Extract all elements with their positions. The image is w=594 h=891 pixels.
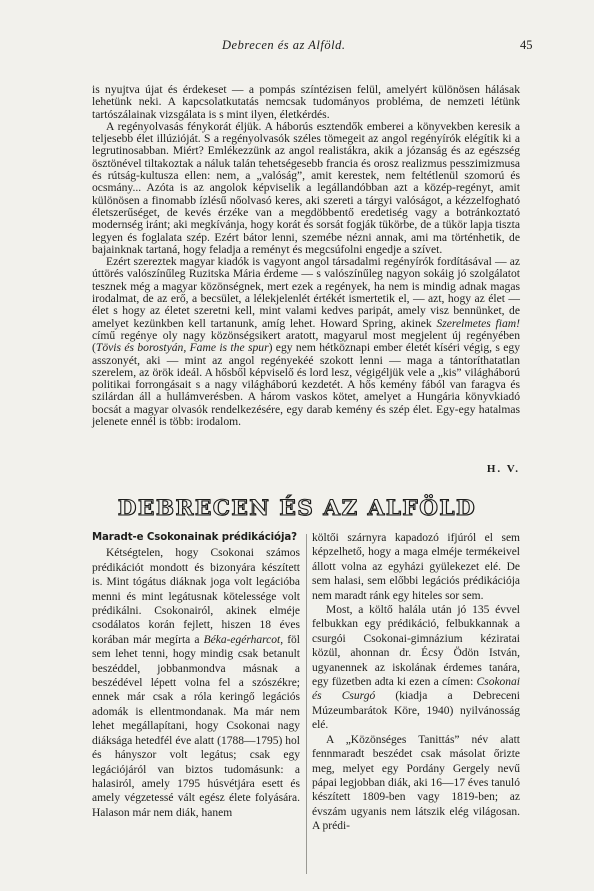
article-left-column <box>92 531 300 820</box>
review-paragraph-3 <box>92 256 520 428</box>
review-p3-text-a: Ezért szereztek magyar kiadók is vagyont angol társadalmi regényírók fordításával — az úttörés valószínűleg Ruzitska Mária érdeme — s valószínűleg nagyon sokáig jó szolgálatot tesznek még a magyar közönségnek, mert ezek a regények, ha nem is mindig adnak magas irodalmat, de az erő, a becsület, a lélekjelenlét értékét ismertetik el, — azt, hogy az élet — élet s hogy az életet szeretni kell, mint valami kedves paripát, amely visz bennünket, de amelyet kezünkben kell tartanunk, amíg lehet. Howard Spring, akinek <box>92 255 520 330</box>
review-p3-text-b: című regénye oly nagy közönségsikert aratott, magyarul most megjelent új regényében ( <box>92 328 520 355</box>
column-divider <box>306 534 307 874</box>
running-head <box>0 38 594 58</box>
review-paragraph-1: is nyujtva újat és érdekeset — a pompás színtézisen felül, amelyért különösen hálásak lehetünk neki. A kapcsolatkutatás nemcsak tudományos probléma, de nemzeti létünk tartószálainak vizsgálata is s mint ilyen, életkérdés. <box>92 83 520 121</box>
review-paragraph-2: A regényolvasás fénykorát éljük. A háborús esztendők emberei a könyvekben keresik a teljesebb élet illúzióját. S a regényolvasók széles tömegeit az angol regényírók elégítik ki a legrutinosabban. Miért? Emlékezzünk az angol realistákra, akik a józanság és az egészség ösztönével tiltakoztak a náluk talán tehetségesebb francia és orosz realizmus pesszimizmusa és rútság-kultusza ellen: nem, a „valóság”, amit kerestek, nem feltétlenül szomorú és ocsmány... Azóta is az angolok képviselik a legállandóbban azt a közép-regényt, amit különösen a finomabb ízlésű nőolvasó keres, aki szereti a tárgyi valóságot, a kézzelfogható életszerűséget, de kevés érzéke van a megdöbbentő eredetiség vagy a botránkoztató modernség iránt; aki megkívánja, hogy korát és sorsát fogják tükörbe, de a tükör lapja tiszta legyen és foglalata szép. Ezért bátor lenni, szemébe nézni annak, ami ma történhetik, de bajainknak tartaná, hogy feladja a reményt és megcsúfolni engedje a szívet. <box>92 119 520 256</box>
book-title-szerelmetes-fiam: Szerelmetes fiam! <box>436 316 520 330</box>
article-p1-text-b: , föl sem lehet tenni, hogy mindig csak betanult beszéddel, jobbanmondva másnak a beszédével lépett volna fel a szószékre; ennek már csak a róla keringő legációs adomák is ellentmondanak. Ma már nem lehet megállapítani, hogy Csokonai nagy diáksága hetedfél éve alatt (1788—1795) hol és hányszor volt legátus; csak egy legációjáról van biztos tudomásunk: a halasiról, amely 1795 húsvétjára esett és amely végzetessé vált egész élete folyására. Halason már nem diák, hanem <box>92 633 300 819</box>
article-heading: Maradt-e Csokonainak prédikációja? <box>92 532 297 543</box>
work-title-csokonai-es-csurgo: Csokonai és Csurgó <box>312 676 520 703</box>
article-p3-text-b: (kiadja a Debreceni Múzeumbarátok Köre, 1940) nyilvánosság elé. <box>312 690 520 732</box>
section-title: DEBRECEN ÉS AZ ALFÖLD <box>117 496 477 521</box>
page-number: 45 <box>520 38 533 52</box>
article-paragraph-2: költői szárnyra kapadozó ifjúról el sem képzelhető, hogy a maga elméje termékeivel állott volna az egyházi gyülekezet elé. De sem halasi, sem előbbi legációs prédikációja nem maradt ránk egy hiteles sor sem. <box>312 532 520 602</box>
book-title-tovis-es-borostyan: Tövis és borostyán, Fame is the spur <box>95 341 269 355</box>
article-right-column <box>312 531 520 834</box>
article-paragraph-4: A „Közönséges Tanittás” név alatt fennmaradt beszédet csak másolat őrizte meg, melyet egy Pordány Gergely nevű pápai legjobban diák, aki 16—17 éves tanuló készített 1809-ben vagy 1819-ben; az évszám ugyanis nem látszik elég világosan. A prédi- <box>312 733 520 833</box>
review-p3-text-c: ) egy nem hétköznapi ember életét kíséri végig, s egy asszonyét, aki — mint az angol regényekéé szokott lenni — maga a tántoríthatatlan szerelem, az örök ideál. A hősből képviselő és lord lesz, végigéljük vele a „kis” világháború politikai forrongásait s a nagy világháború kezdetét. A hős kemény fából van faragva és szilárdan áll a hullámverésben. A három vaskos kötet, amelyet a Hungária könyvkiadó bocsát a magyar olvasók rendelkezésére, egy darab kemény és szép élet. Egy-egy hatalmas jelenete ennél is több: irodalom. <box>92 341 520 429</box>
work-title-beka-egerharc: Béka-egérharcot <box>203 633 281 646</box>
article-p3-text-a: Most, a költő halála után jó 135 évvel felbukkan egy prédikáció, felbukkannak a csurgói Csokonai-gimnázium kéziratai közül, ahonnan dr. Écsy Ödön István, ugyanennek az iskolának érdemes tanára, egy füzetben adta ki ezen a címen: <box>312 604 520 689</box>
author-signature: H. V. <box>486 463 520 475</box>
article-paragraph-1 <box>92 546 300 820</box>
article-paragraph-3 <box>312 603 520 733</box>
book-review <box>92 84 520 428</box>
running-title: Debrecen és az Alföld. <box>222 38 346 52</box>
article-p1-text-a: Kétségtelen, hogy Csokonai számos prédikációt mondott és bizonyára készített is. Mint tógátus diáknak joga volt legációba menni és mint legátusnak kötelessége volt prédikálni. Csokonairól, akinek elméje csodálatos korán fejlett, hiszen 18 éves korában már megírta a <box>92 547 300 646</box>
